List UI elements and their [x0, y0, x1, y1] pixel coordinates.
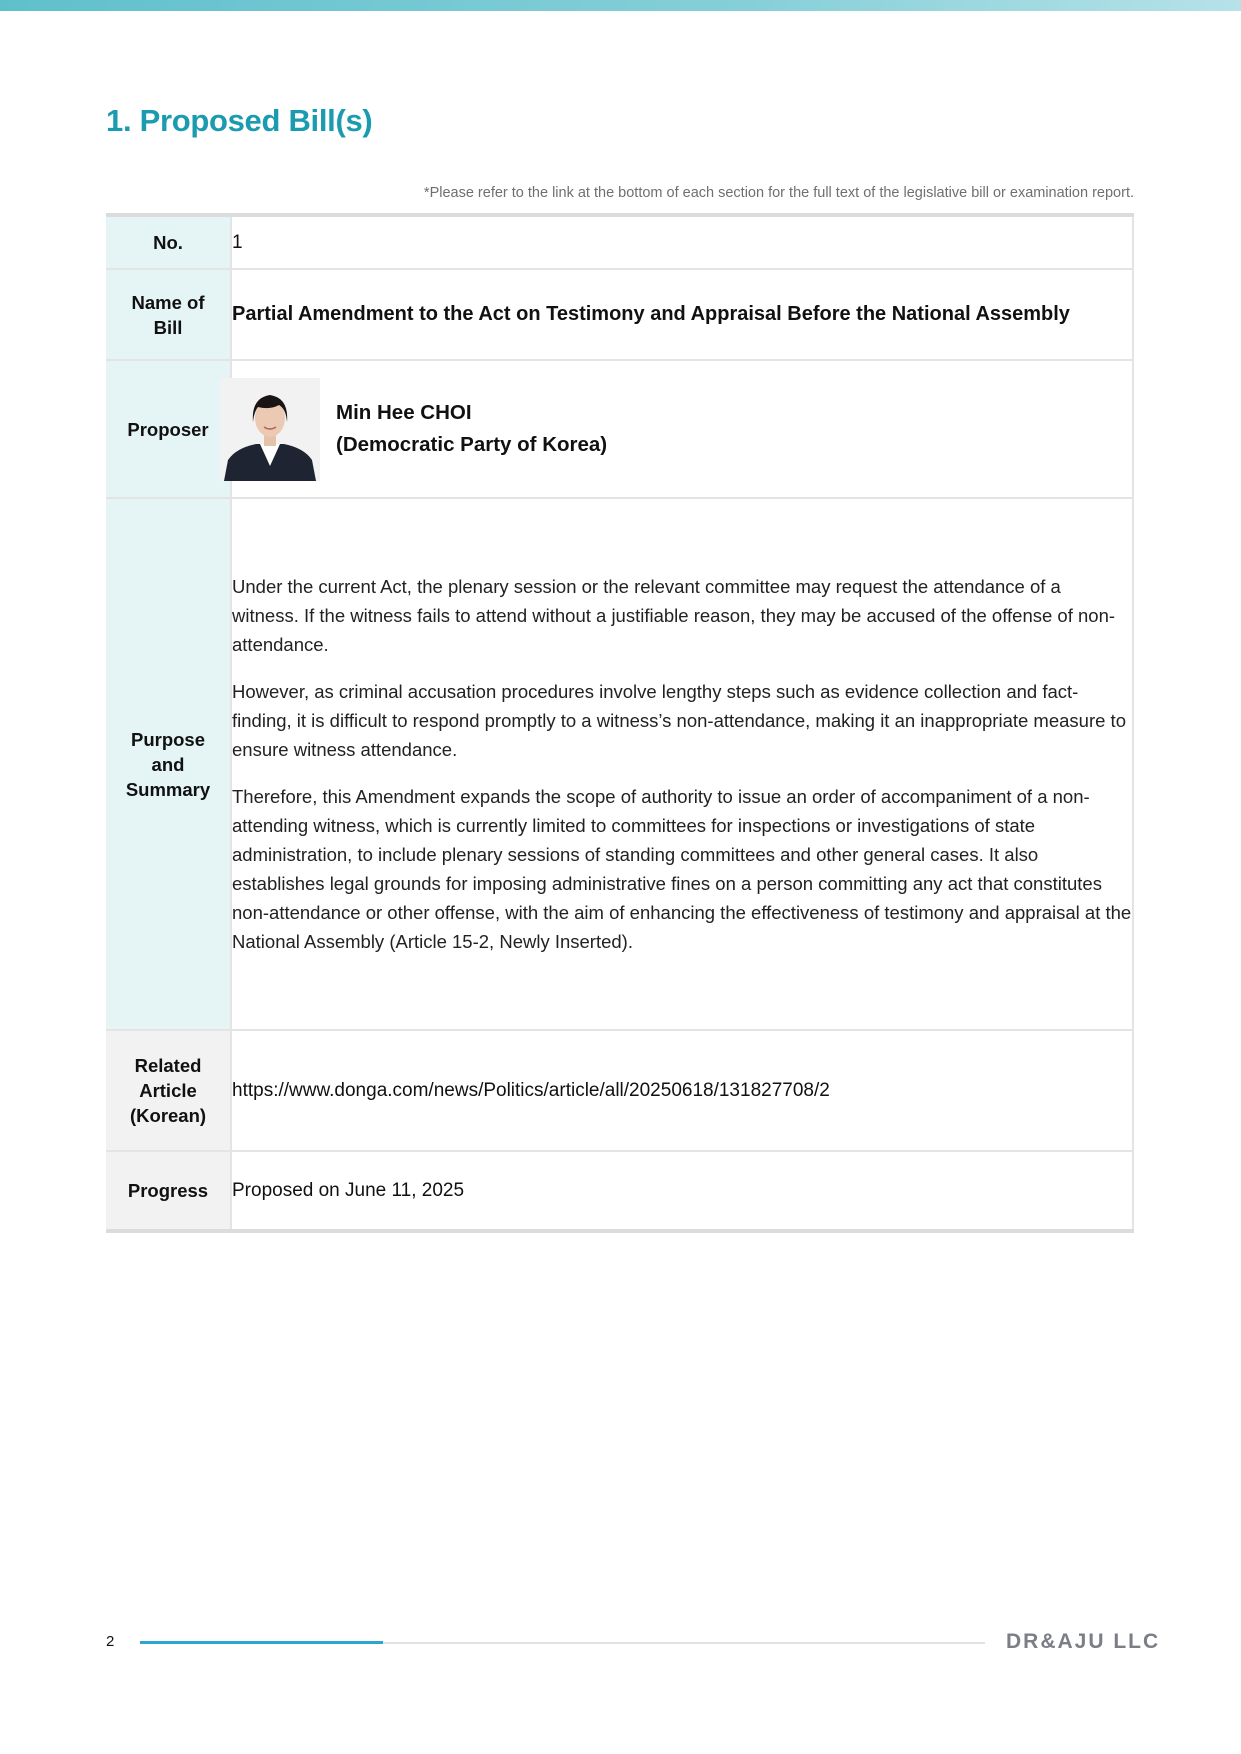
- proposer-party: (Democratic Party of Korea): [336, 433, 608, 456]
- section-title: 1. Proposed Bill(s): [106, 103, 373, 138]
- proposer-block: [232, 378, 1132, 481]
- reference-note: *Please refer to the link at the bottom of each section for the full text of the legislative bill or examination report.: [423, 185, 1134, 201]
- label-bill-name-text: Name of Bill: [131, 291, 205, 338]
- proposer-name: Min Hee CHOI: [336, 401, 472, 424]
- row-related-article: [106, 1030, 1133, 1151]
- value-proposer: [231, 360, 1133, 498]
- page-number: 2: [106, 1633, 115, 1650]
- summary-paragraph: Therefore, this Amendment expands the scope of authority to issue an order of accompaniment of a non-attending witness, which is currently limited to committees for inspections or investigations of state administration, to include plenary sessions of standing committees and other general cases. It also establishes legal grounds for imposing administrative fines on a person committing any act that constitutes non-attendance or other offense, with the aim of enhancing the effectiveness of testimony and appraisal at the National Assembly (Article 15-2, Newly Inserted).: [232, 786, 1132, 952]
- label-purpose-summary: [106, 498, 231, 1030]
- proposer-text: [336, 397, 607, 461]
- row-proposer: [106, 360, 1133, 498]
- related-article-link[interactable]: https://www.donga.com/news/Politics/article/all/20250618/131827708/2: [232, 1079, 830, 1101]
- label-bill-name: [106, 269, 231, 360]
- summary-paragraph: Under the current Act, the plenary session or the relevant committee may request the attendance of a witness. If the witness fails to attend without a justifiable reason, they may be accused of the offense of non-attendance.: [232, 576, 1116, 655]
- label-progress: Progress: [106, 1151, 231, 1231]
- top-accent-bar: [0, 0, 1241, 11]
- row-bill-name: [106, 269, 1133, 360]
- value-bill-name: Partial Amendment to the Act on Testimony and Appraisal Before the National Assembly: [231, 269, 1133, 360]
- summary-paragraph: However, as criminal accusation procedures involve lengthy steps such as evidence collection and fact-finding, it is difficult to respond promptly to a witness’s non-attendance, making it an inappropriate measure to ensure witness attendance.: [232, 681, 1126, 760]
- label-purpose-summary-text: Purpose and Summary: [125, 728, 211, 800]
- row-purpose-summary: [106, 498, 1133, 1030]
- label-proposer: Proposer: [106, 360, 231, 498]
- company-logo: DR&AJU LLC: [1006, 1630, 1161, 1653]
- row-progress: [106, 1151, 1133, 1231]
- value-purpose-summary: [231, 498, 1133, 1030]
- label-related-article: [106, 1030, 231, 1151]
- footer-progress-bar: [140, 1641, 383, 1644]
- value-related-article: [231, 1030, 1133, 1151]
- proposer-photo: [220, 378, 320, 481]
- bill-table: [106, 213, 1134, 1233]
- value-no: 1: [231, 215, 1133, 269]
- label-related-article-text: Related Article (Korean): [130, 1055, 207, 1126]
- value-progress: Proposed on June 11, 2025: [231, 1151, 1133, 1231]
- label-no: No.: [106, 215, 231, 269]
- row-no: [106, 215, 1133, 269]
